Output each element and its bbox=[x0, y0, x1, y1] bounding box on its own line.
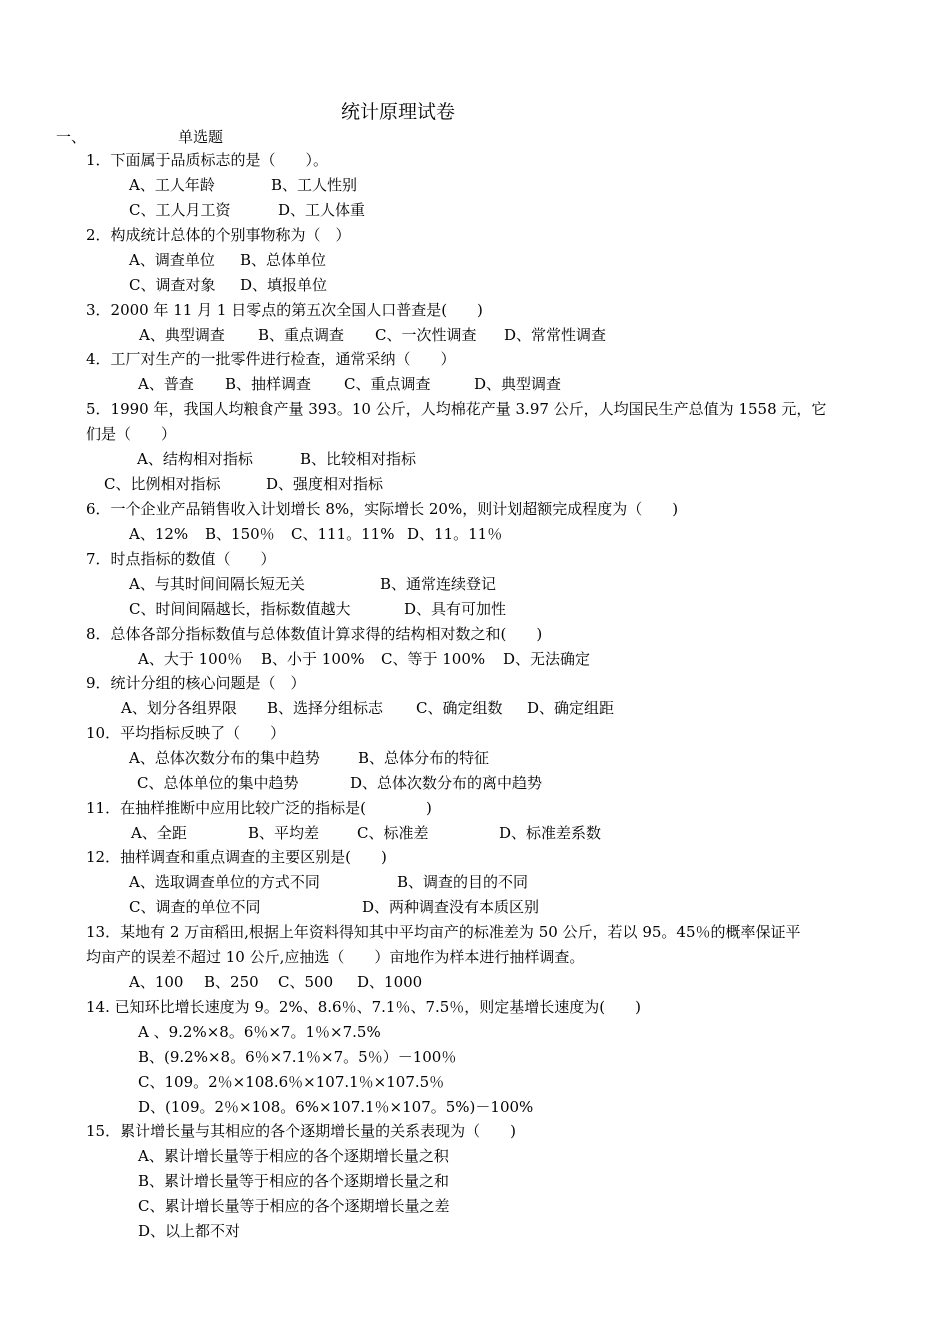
option-13a: A、100 bbox=[129, 973, 184, 991]
question-10: 10．平均指标反映了（ ） bbox=[86, 724, 286, 742]
option-8c: C、等于 100% bbox=[381, 650, 486, 668]
option-8d: D、无法确定 bbox=[503, 650, 591, 668]
option-15b: B、累计增长量等于相应的各个逐期增长量之和 bbox=[138, 1172, 450, 1190]
option-11d: D、标准差系数 bbox=[499, 824, 602, 842]
option-4d: D、典型调查 bbox=[474, 375, 562, 393]
question-2: 2．构成统计总体的个别事物称为（ ） bbox=[86, 226, 351, 244]
option-3d: D、常常性调查 bbox=[504, 326, 607, 344]
section-label: 单选题 bbox=[178, 128, 224, 146]
section-heading bbox=[56, 126, 223, 148]
question-1: 1．下面属于品质标志的是（ ）。 bbox=[86, 151, 329, 169]
option-12d: D、两种调查没有本质区别 bbox=[362, 898, 540, 916]
option-11b: B、平均差 bbox=[248, 824, 320, 842]
option-5d: D、强度相对指标 bbox=[266, 475, 384, 493]
option-10a: A、总体次数分布的集中趋势 bbox=[129, 749, 320, 767]
option-15a: A、累计增长量等于相应的各个逐期增长量之积 bbox=[138, 1147, 449, 1165]
option-5a: A、结构相对指标 bbox=[137, 450, 253, 468]
question-11: 11．在抽样推断中应用比较广泛的指标是( ) bbox=[86, 799, 432, 817]
option-14a: A 、9.2%×8。6％×7。1％×7.5% bbox=[138, 1023, 381, 1041]
option-8a: A、大于 100％ bbox=[138, 650, 243, 668]
question-13-line-1: 13．某地有 2 万亩稻田,根据上年资料得知其中平均亩产的标准差为 50 公斤，若以 95。45％的概率保证平 bbox=[86, 923, 801, 941]
question-15: 15．累计增长量与其相应的各个逐期增长量的关系表现为（ ) bbox=[86, 1122, 516, 1140]
option-4a: A、普查 bbox=[138, 375, 194, 393]
question-6: 6．一个企业产品销售收入计划增长 8%，实际增长 20%，则计划超额完成程度为（ ) bbox=[86, 500, 679, 518]
option-9d: D、确定组距 bbox=[527, 699, 615, 717]
option-4c: C、重点调查 bbox=[344, 375, 431, 393]
option-6a: A、12% bbox=[129, 525, 189, 543]
question-13-line-2: 均亩产的误差不超过 10 公斤,应抽选（ ）亩地作为样本进行抽样调查。 bbox=[86, 948, 585, 966]
option-4b: B、抽样调查 bbox=[225, 375, 312, 393]
question-3: 3．2000 年 11 月 1 日零点的第五次全国人口普查是( ) bbox=[86, 301, 483, 319]
option-13c: C、500 bbox=[278, 973, 334, 991]
option-7a: A、与其时间间隔长短无关 bbox=[129, 575, 305, 593]
option-2d: D、填报单位 bbox=[240, 276, 328, 294]
option-6c: C、111。11% bbox=[291, 525, 395, 543]
option-10c: C、总体单位的集中趋势 bbox=[137, 774, 299, 792]
option-1b: B、工人性别 bbox=[271, 176, 358, 194]
question-14: 14. 已知环比增长速度为 9。2%、8.6％、7.1％、7.5％，则定基增长速度为( ) bbox=[86, 998, 642, 1016]
question-9: 9．统计分组的核心问题是（ ） bbox=[86, 674, 306, 692]
option-12a: A、选取调查单位的方式不同 bbox=[129, 873, 320, 891]
option-7b: B、通常连续登记 bbox=[380, 575, 497, 593]
option-1d: D、工人体重 bbox=[278, 201, 366, 219]
page-title: 统计原理试卷 bbox=[340, 101, 455, 123]
option-7c: C、时间间隔越长，指标数值越大 bbox=[129, 600, 351, 618]
option-12c: C、调查的单位不同 bbox=[129, 898, 261, 916]
option-1c: C、工人月工资 bbox=[129, 201, 231, 219]
question-12: 12．抽样调查和重点调查的主要区别是( ) bbox=[86, 848, 387, 866]
option-5b: B、比较相对指标 bbox=[300, 450, 417, 468]
option-3c: C、一次性调查 bbox=[375, 326, 477, 344]
question-4: 4．工厂对生产的一批零件进行检查，通常采纳（ ） bbox=[86, 350, 456, 368]
option-10d: D、总体次数分布的离中趋势 bbox=[350, 774, 543, 792]
option-3b: B、重点调查 bbox=[258, 326, 345, 344]
option-2c: C、调查对象 bbox=[129, 276, 216, 294]
option-15d: D、以上都不对 bbox=[138, 1222, 241, 1240]
option-2a: A、调查单位 bbox=[129, 251, 215, 269]
option-6b: B、150％ bbox=[205, 525, 275, 543]
question-5-line-1: 5．1990 年，我国人均粮食产量 393。10 公斤，人均棉花产量 3.97 公斤，人均国民生产总值为 1558 元，它 bbox=[86, 400, 827, 418]
question-7: 7．时点指标的数值（ ） bbox=[86, 550, 276, 568]
option-14b: B、(9.2%×8。6％×7.1％×7。5％）－100％ bbox=[138, 1048, 457, 1066]
option-6d: D、11。11％ bbox=[407, 525, 503, 543]
option-13d: D、1000 bbox=[357, 973, 423, 991]
question-5-line-2: 们是（ ） bbox=[86, 425, 177, 443]
option-5c: C、比例相对指标 bbox=[104, 475, 221, 493]
option-12b: B、调查的目的不同 bbox=[397, 873, 529, 891]
option-10b: B、总体分布的特征 bbox=[358, 749, 490, 767]
option-11a: A、全距 bbox=[131, 824, 187, 842]
option-13b: B、250 bbox=[204, 973, 259, 991]
option-2b: B、总体单位 bbox=[240, 251, 327, 269]
option-1a: A、工人年龄 bbox=[129, 176, 215, 194]
option-9b: B、选择分组标志 bbox=[267, 699, 384, 717]
option-11c: C、标准差 bbox=[357, 824, 429, 842]
option-15c: C、累计增长量等于相应的各个逐期增长量之差 bbox=[138, 1197, 450, 1215]
option-9c: C、确定组数 bbox=[416, 699, 503, 717]
section-number: 一、 bbox=[56, 128, 87, 146]
option-14d: D、(109。2％×108。6%×107.1％×107。5%)－100% bbox=[138, 1098, 534, 1116]
question-8: 8．总体各部分指标数值与总体数值计算求得的结构相对数之和( ) bbox=[86, 625, 543, 643]
option-8b: B、小于 100% bbox=[261, 650, 365, 668]
option-14c: C、109。2％×108.6％×107.1％×107.5％ bbox=[138, 1073, 445, 1091]
option-3a: A、典型调查 bbox=[139, 326, 225, 344]
option-7d: D、具有可加性 bbox=[404, 600, 507, 618]
option-9a: A、划分各组界限 bbox=[121, 699, 237, 717]
